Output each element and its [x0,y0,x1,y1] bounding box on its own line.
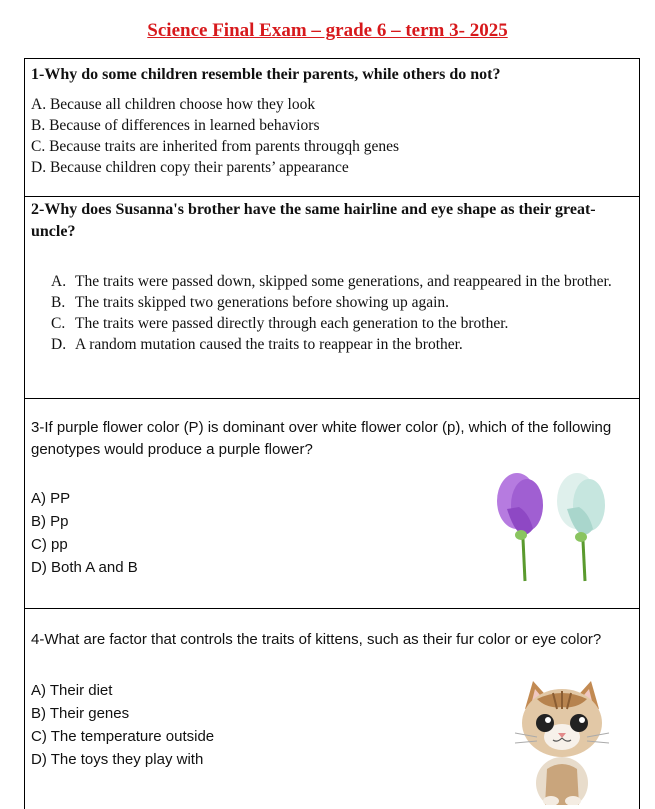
option-label: D. [51,336,67,353]
kitten-illustration [507,679,617,805]
question-2-option-d [51,334,625,355]
option-text: The traits skipped two generations before showing up again. [75,294,450,311]
question-3-option-d: D) Both A and B [31,559,138,576]
question-4-text: 4-What are factor that controls the traits of kittens, such as their fur color or eye color? [31,631,602,648]
question-2-box [25,197,639,399]
flower-icon [489,469,613,584]
option-text: The traits were passed directly through each generation to the brother. [75,315,509,332]
question-1-text: 1-Why do some children resemble their parents, while others do not? [31,66,501,83]
questions-table [24,58,640,809]
question-2-option-c [51,313,625,334]
option-text: The traits were passed down, skipped some generations, and reappeared in the brother. [75,273,612,290]
option-label: C. [51,315,66,332]
option-label: B. [51,294,66,311]
question-3-option-b: B) Pp [31,513,69,530]
question-4-option-d: D) The toys they play with [31,751,204,768]
question-1-option-a: A. Because all children choose how they look [31,96,316,113]
question-3-text: 3-If purple flower color (P) is dominant over white flower color (p), which of the following genotypes would produce a purple flower? [31,419,612,458]
question-4-option-b: B) Their genes [31,705,130,722]
question-3-box [25,399,639,609]
question-3-option-a: A) PP [31,490,71,507]
question-4-box [25,609,639,809]
question-1-option-b: B. Because of differences in learned behaviors [31,117,320,134]
kitten-icon [507,679,617,805]
option-label: A. [51,273,67,290]
flowers-illustration [489,469,613,584]
option-text: A random mutation caused the traits to reappear in the brother. [75,336,463,353]
question-2-text: 2-Why does Susanna's brother have the same hairline and eye shape as their great-uncle? [31,201,596,240]
question-2-option-a [51,271,625,292]
question-3-option-c: C) pp [31,536,68,553]
question-2-option-b [51,292,625,313]
exam-title: Science Final Exam – grade 6 – term 3- 2025 [147,20,508,41]
question-4-option-c: C) The temperature outside [31,728,215,745]
question-1-option-c: C. Because traits are inherited from parents througqh genes [31,138,400,155]
question-1-box [25,59,639,197]
question-1-option-d: D. Because children copy their parents’ appearance [31,159,349,176]
question-4-option-a: A) Their diet [31,682,113,699]
